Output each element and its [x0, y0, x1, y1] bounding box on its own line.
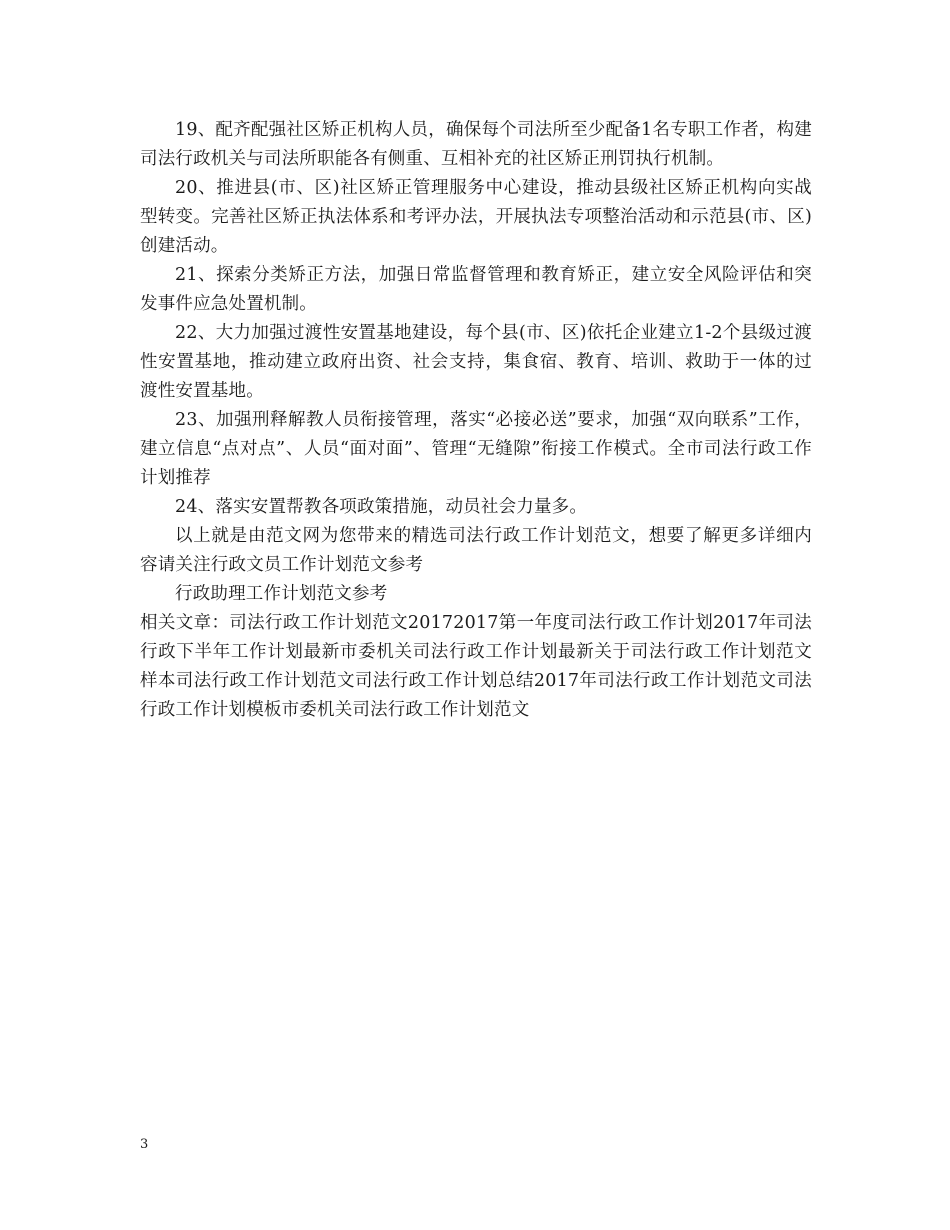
paragraph-20: 20、推进县(市、区)社区矫正管理服务中心建设，推动县级社区矫正机构向实战型转变。完善社区矫正执法体系和考评办法，开展执法专项整治活动和示范县(市、区)创建活动。	[140, 178, 812, 256]
paragraph-19: 19、配齐配强社区矫正机构人员，确保每个司法所至少配备1名专职工作者，构建司法行政机关与司法所职能各有侧重、互相补充的社区矫正刑罚执行机制。	[140, 120, 812, 169]
page-number: 3	[140, 1137, 149, 1152]
paragraph-23: 23、加强刑释解教人员衔接管理，落实“必接必送”要求，加强“双向联系”工作，建立信息“点对点”、人员“面对面”、管理“无缝隙”衔接工作模式。全市司法行政工作计划推荐	[140, 410, 812, 488]
paragraph-21: 21、探索分类矫正方法，加强日常监督管理和教育矫正，建立安全风险评估和突发事件应急处置机制。	[140, 265, 812, 314]
paragraph-24: 24、落实安置帮教各项政策措施，动员社会力量多。	[175, 497, 588, 517]
document-body	[140, 116, 812, 725]
related-articles: 相关文章：司法行政工作计划范文20172017第一年度司法行政工作计划2017年司法行政下半年工作计划最新市委机关司法行政工作计划最新关于司法行政工作计划范文样本司法行政工作计划范文司法行政工作计划总结2017年司法行政工作计划范文司法行政工作计划模板市委机关司法行政工作计划范文	[140, 613, 812, 720]
closing-paragraph: 以上就是由范文网为您带来的精选司法行政工作计划范文，想要了解更多详细内容请关注行政文员工作计划范文参考	[140, 526, 812, 575]
related-title-link: 行政助理工作计划范文参考	[175, 584, 388, 604]
paragraph-22: 22、大力加强过渡性安置基地建设，每个县(市、区)依托企业建立1-2个县级过渡性安置基地，推动建立政府出资、社会支持，集食宿、教育、培训、救助于一体的过渡性安置基地。	[140, 323, 812, 401]
